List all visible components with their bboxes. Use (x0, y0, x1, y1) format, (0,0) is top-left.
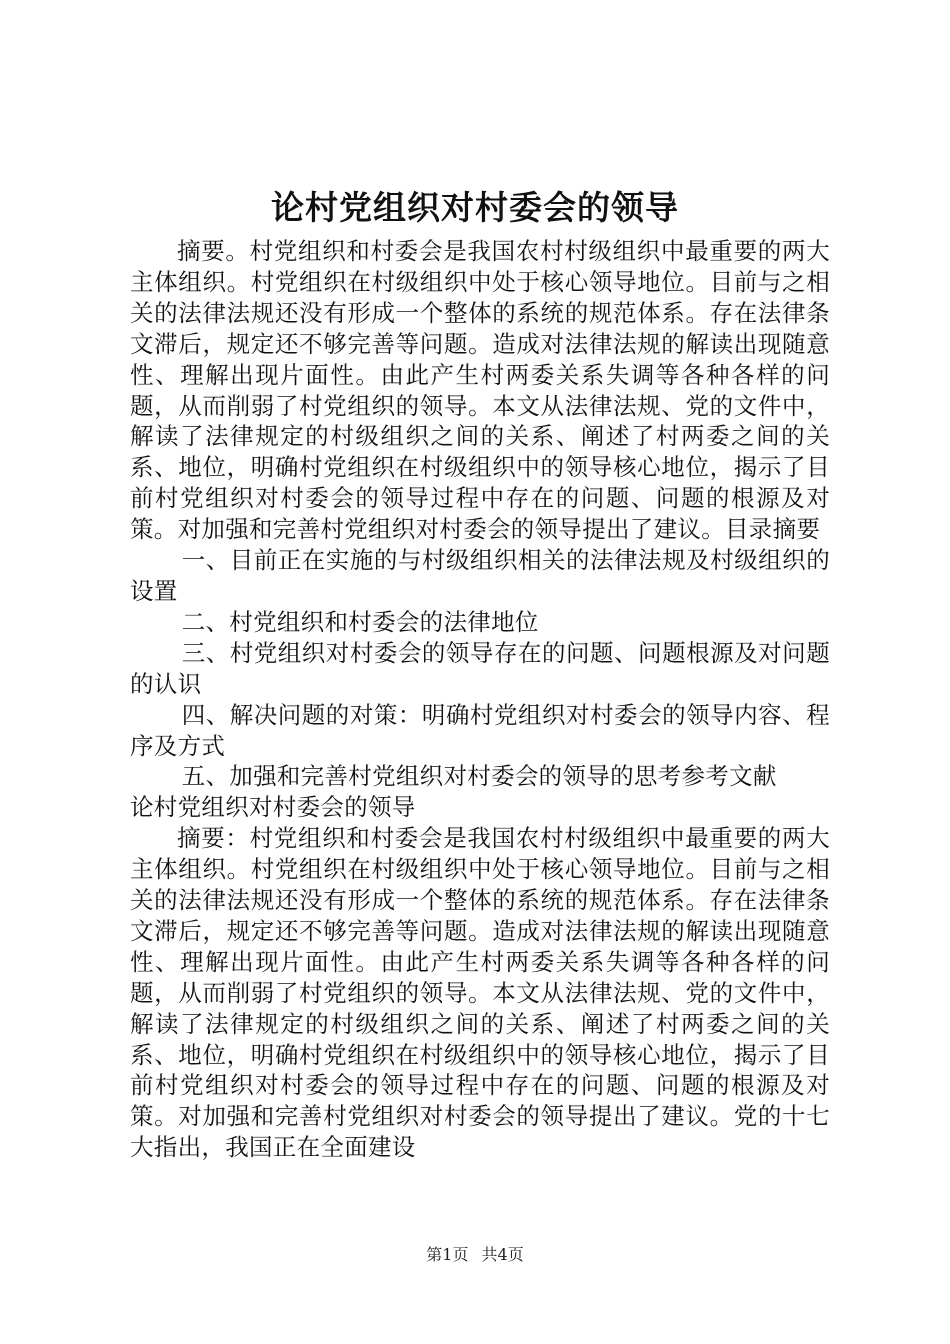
section-title-repeat: 论村党组织对村委会的领导 (130, 793, 416, 822)
page-number: 第1页 (426, 1245, 469, 1264)
toc-item-4: 四、解决问题的对策：明确村党组织对村委会的领导内容、程序及方式 (130, 700, 830, 760)
abstract-paragraph: 摘要。村党组织和村委会是我国农村村级组织中最重要的两大主体组织。村党组织在村级组织中处于核心领导地位。目前与之相关的法律法规还没有形成一个整体的系统的规范体系。存在法律条文滞后，规定还不够完善等问题。造成对法律法规的解读出现随意性、理解出现片面性。由此产生村两委关系失调等各种各样的问题，从而削弱了村党组织的领导。本文从法律法规、党的文件中，解读了法律规定的村级组织之间的关系、阐述了村两委之间的关系、地位，明确村党组织在村级组织中的领导核心地位，揭示了目前村党组织对村委会的领导过程中存在的问题、问题的根源及对策。对加强和完善村党组织对村委会的领导提出了建议。目录摘要 (130, 237, 830, 544)
toc-item-5: 五、加强和完善村党组织对村委会的领导的思考参考文献 (181, 762, 777, 791)
toc-item-1: 一、目前正在实施的与村级组织相关的法律法规及村级组织的设置 (130, 546, 830, 605)
abstract-paragraph-repeat: 摘要：村党组织和村委会是我国农村村级组织中最重要的两大主体组织。村党组织在村级组织中处于核心领导地位。目前与之相关的法律法规还没有形成一个整体的系统的规范体系。存在法律条文滞后，规定还不够完善等问题。造成对法律法规的解读出现随意性、理解出现片面性。由此产生村两委关系失调等各种各样的问题，从而削弱了村党组织的领导。本文从法律法规、党的文件中，解读了法律规定的村级组织之间的关系、阐述了村两委之间的关系、地位，明确村党组织在村级组织中的领导核心地位，揭示了目前村党组织对村委会的领导过程中存在的问题、问题的根源及对策。对加强和完善村党组织对村委会的领导提出了建议。党的十七大指出，我国正在全面建设 (130, 824, 830, 1162)
toc-item-2: 二、村党组织和村委会的法律地位 (181, 607, 539, 636)
document-body (130, 236, 830, 1163)
page-footer (0, 1244, 950, 1266)
document-title: 论村党组织对村委会的领导 (271, 188, 679, 227)
toc-item-3: 三、村党组织对村委会的领导存在的问题、问题根源及对问题的认识 (130, 638, 830, 698)
page-total: 共4页 (481, 1245, 524, 1264)
